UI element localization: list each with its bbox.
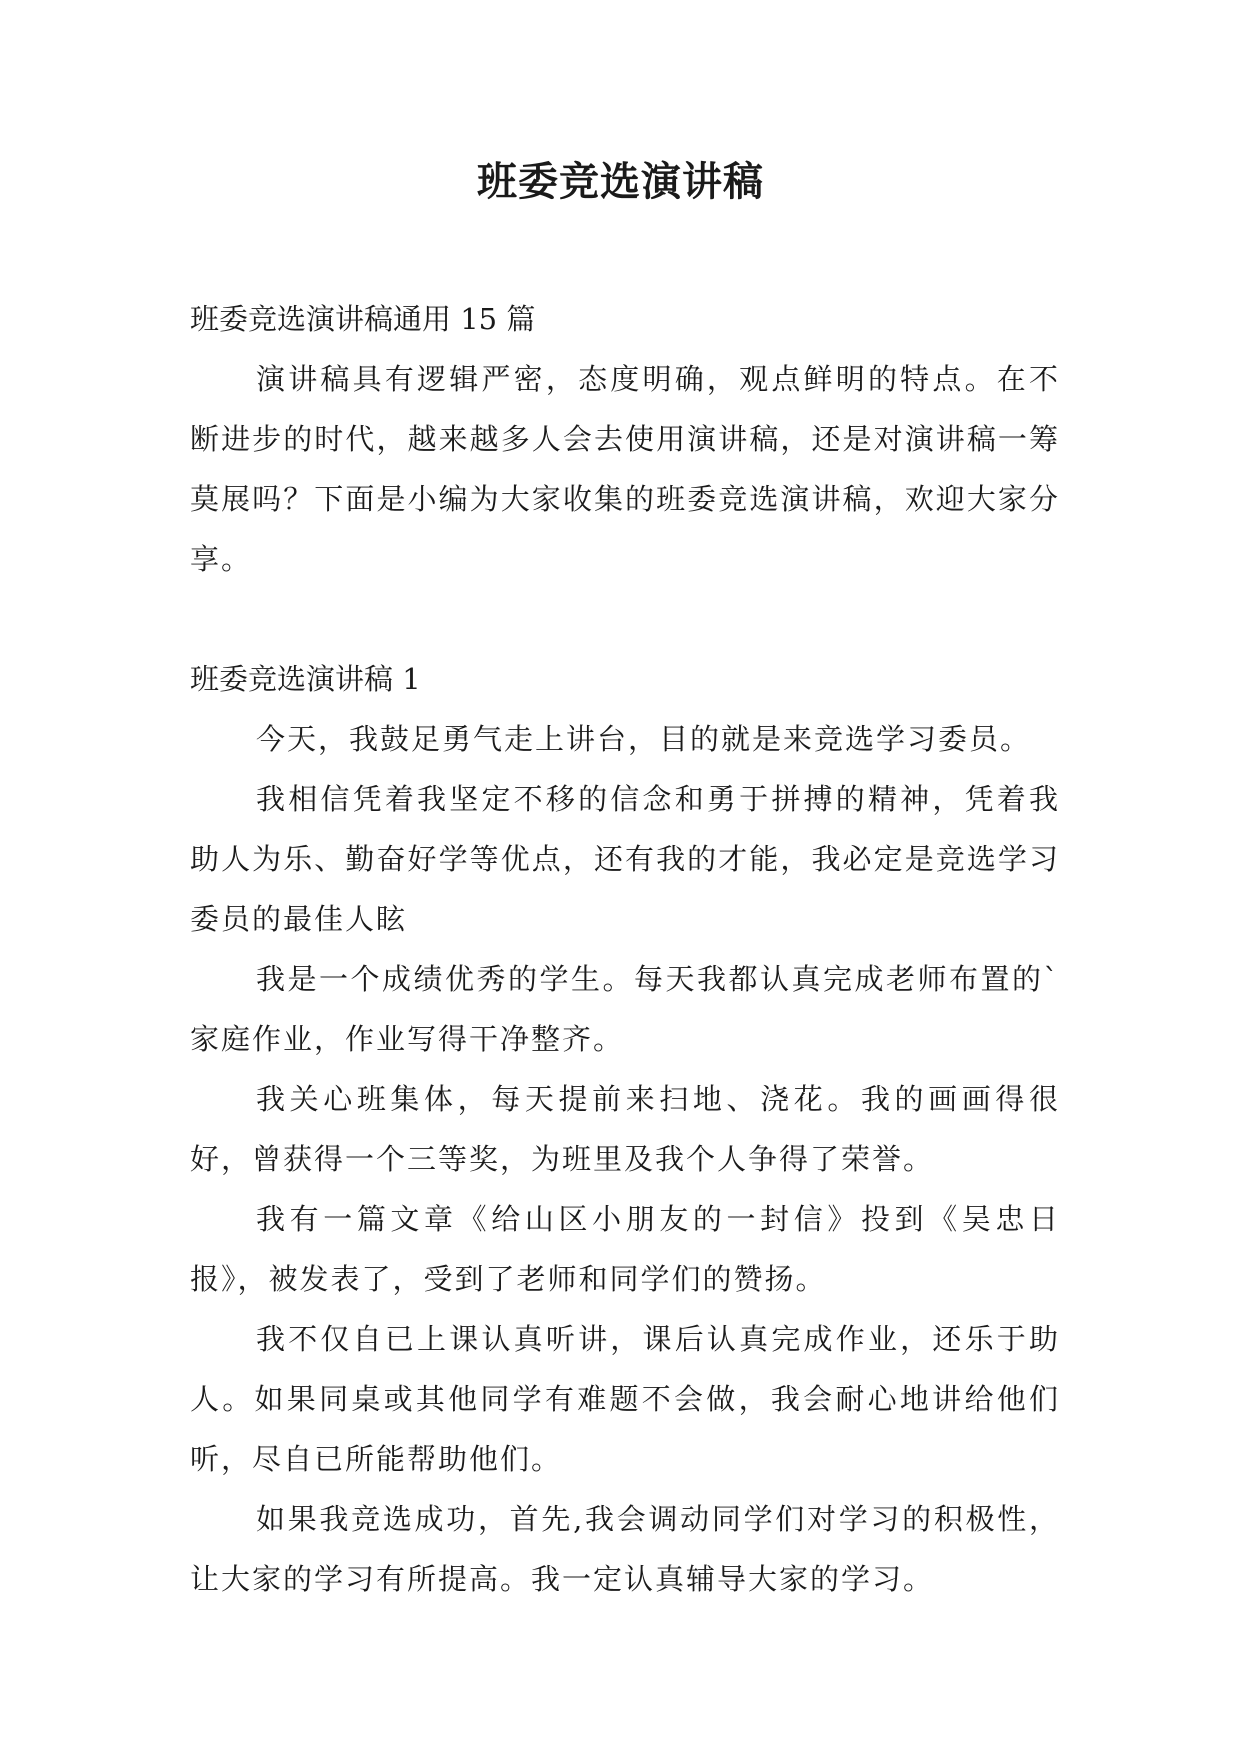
body-paragraph: 我不仅自已上课认真听讲，课后认真完成作业，还乐于助人。如果同桌或其他同学有难题不会做，我会耐心地讲给他们听，尽自已所能帮助他们。 [190,1322,1060,1476]
body-paragraph: 我相信凭着我坚定不移的信念和勇于拼搏的精神，凭着我助人为乐、勤奋好学等优点，还有我的才能，我必定是竞选学习委员的最佳人眩 [190,782,1060,936]
body-paragraph: 今天，我鼓足勇气走上讲台，目的就是来竞选学习委员。 [256,722,1032,756]
document-title: 班委竞选演讲稿 [477,158,764,205]
body-paragraph: 我是一个成绩优秀的学生。每天我都认真完成老师布置的`家庭作业，作业写得干净整齐。 [190,962,1060,1056]
body-paragraph: 我有一篇文章《给山区小朋友的一封信》投到《吴忠日报》，被发表了，受到了老师和同学们的赞扬。 [190,1202,1060,1296]
body-paragraph: 我关心班集体，每天提前来扫地、浇花。我的画画得很好，曾获得一个三等奖，为班里及我个人争得了荣誉。 [190,1082,1060,1176]
document-subtitle: 班委竞选演讲稿通用 15 篇 [190,302,536,336]
section-heading: 班委竞选演讲稿 1 [190,662,421,696]
body-paragraph: 如果我竞选成功，首先,我会调动同学们对学习的积极性，让大家的学习有所提高。我一定认真辅导大家的学习。 [190,1502,1060,1596]
document-body [190,289,1060,1609]
intro-paragraph: 演讲稿具有逻辑严密，态度明确，观点鲜明的特点。在不断进步的时代，越来越多人会去使用演讲稿，还是对演讲稿一筹莫展吗？下面是小编为大家收集的班委竞选演讲稿，欢迎大家分享。 [190,362,1060,576]
